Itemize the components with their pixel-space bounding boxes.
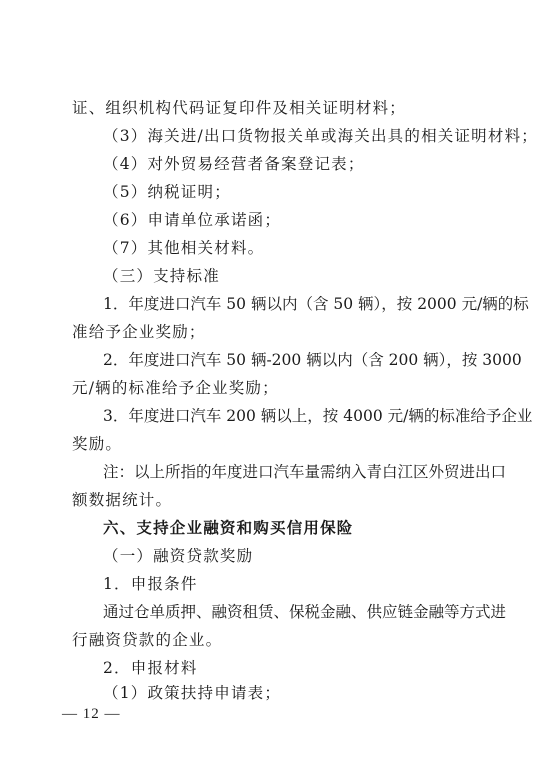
text-line: 1．年度进口汽车 50 辆以内（含 50 辆），按 2000 元/辆的标 (103, 295, 529, 313)
chapter-heading: 六、支持企业融资和购买信用保险 (103, 519, 354, 537)
text-line: （4）对外贸易经营者备案登记表； (103, 155, 365, 173)
text-line: 证、组织机构代码证复印件及相关证明材料； (72, 99, 407, 117)
text-line: 注：以上所指的年度进口汽车量需纳入青白江区外贸进出口 (103, 463, 507, 481)
text-line: （5）纳税证明； (103, 183, 231, 201)
text-line: 通过仓单质押、融资租赁、保税金融、供应链金融等方式进 (103, 603, 507, 621)
text-line: 1．申报条件 (103, 575, 198, 593)
text-line: 元/辆的标准给予企业奖励； (72, 379, 279, 397)
text-line: 准给予企业奖励； (72, 323, 206, 341)
subsection-heading: （一）融资贷款奖励 (103, 547, 254, 565)
text-line: （3）海关进/出口货物报关单或海关出具的相关证明材料； (103, 127, 538, 145)
text-line: （1）政策扶持申请表； (103, 684, 282, 702)
text-line: （6）申请单位承诺函； (103, 211, 282, 229)
text-line: 行融资贷款的企业。 (72, 631, 223, 649)
section-heading: （三）支持标准 (103, 267, 220, 285)
text-line: 额数据统计。 (72, 491, 173, 509)
text-line: 2．申报材料 (103, 659, 198, 677)
page-number: — 12 — (62, 706, 121, 722)
text-line: （7）其他相关材料。 (103, 239, 265, 257)
text-line: 2．年度进口汽车 50 辆-200 辆以内（含 200 辆），按 3000 (103, 351, 522, 369)
text-line: 奖励。 (72, 435, 123, 453)
text-line: 3．年度进口汽车 200 辆以上，按 4000 元/辆的标准给予企业 (103, 407, 533, 425)
